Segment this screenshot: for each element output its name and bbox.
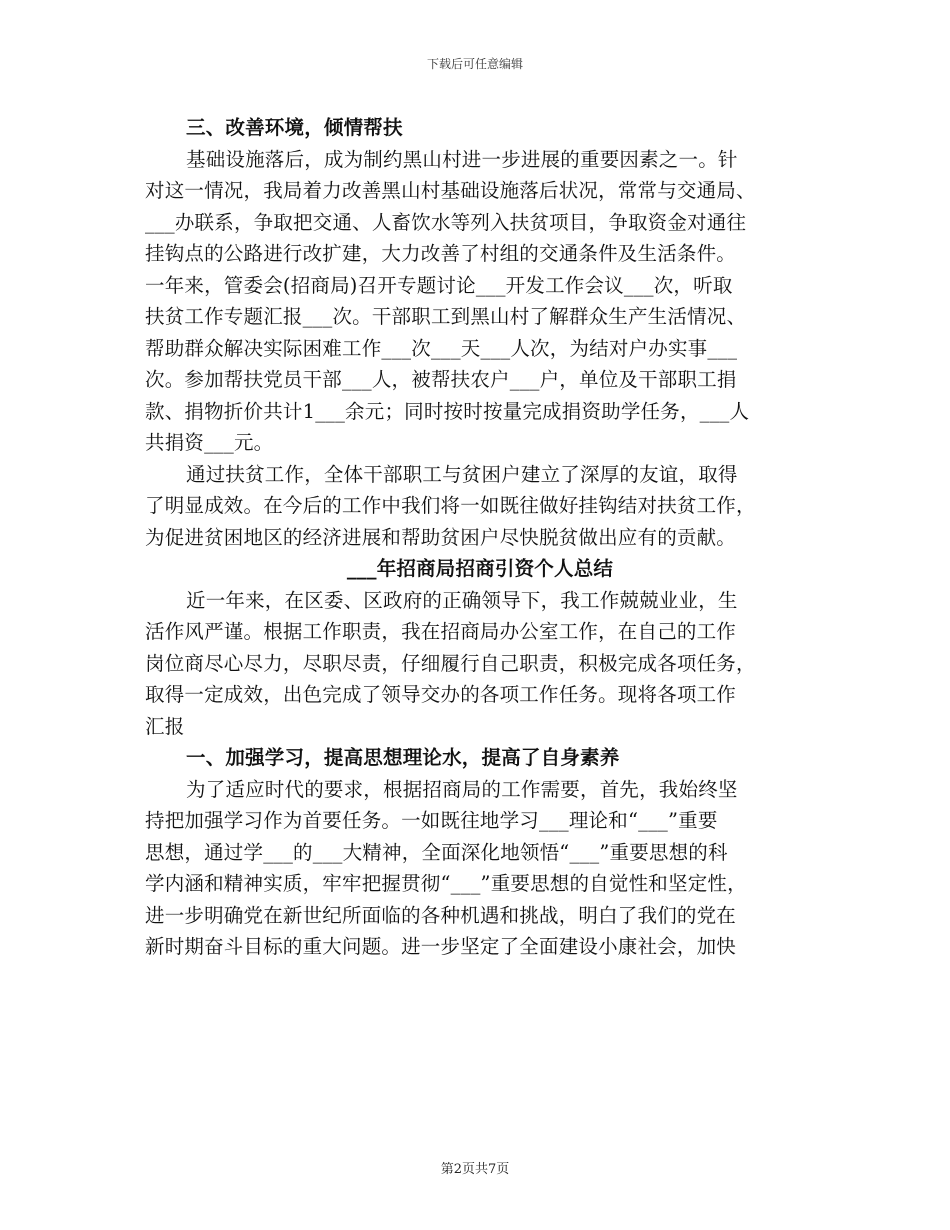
paragraph-line: 思想，通过学___的___大精神，全面深化地领悟“___”重要思想的科 [145,840,728,864]
paragraph-line: 学内涵和精神实质，牢牢把握贯彻“___”重要思想的自觉性和坚定性， [145,872,747,895]
paragraph-line: 挂钩点的公路进行改扩建，大力改善了村组的交通条件及生活条件。 [145,242,737,265]
paragraph-line: 取得一定成效，出色完成了领导交办的各项工作任务。现将各项工作 [145,683,737,706]
paragraph-line: 持把加强学习作为首要任务。一如既往地学习___理论和“___”重要 [145,809,718,832]
paragraph-line: 近一年来，在区委、区政府的正确领导下，我工作兢兢业业，生 [186,588,738,612]
paragraph-line: 新时期奋斗目标的重大问题。进一步坚定了全面建设小康社会，加快 [145,935,737,958]
paragraph-line: 基础设施落后，成为制约黑山村进一步进展的重要因素之一。针 [186,147,738,171]
paragraph-line: 共捐资___元。 [145,431,274,454]
paragraph-line: 岗位商尽心尽力，尽职尽责，仔细履行自己职责，积极完成各项任务， [145,651,756,675]
paragraph-line: ___办联系，争取把交通、人畜饮水等列入扶贫项目，争取资金对通往 [145,210,747,234]
section-heading: 一、加强学习，提高思想理论水，提高了自身素养 [186,746,620,769]
paragraph-line: 汇报 [145,714,185,738]
document-body [145,112,815,963]
paragraph-line: 活作风严谨。根据工作职责，我在招商局办公室工作，在自己的工作 [145,620,737,643]
section-heading: 三、改善环境，倾情帮扶 [186,116,403,139]
paragraph-line: 帮助群众解决实际困难工作___次___天___人次，为结对户办实事___ [145,336,738,360]
document-title: ___年招商局招商引资个人总结 [346,557,614,580]
paragraph-line: 次。参加帮扶党员干部___人，被帮扶农户___户，单位及干部职工捐 [145,368,737,391]
paragraph-line: 了明显成效。在今后的工作中我们将一如既往做好挂钩结对扶贫工作， [145,494,756,517]
paragraph-line: 对这一情况，我局着力改善黑山村基础设施落后状况，常常与交通局、 [145,179,756,202]
paragraph-line: 一年来，管委会(招商局)召开专题讨论___开发工作会议___次，听取 [145,273,733,297]
paragraph-line: 通过扶贫工作，全体干部职工与贫困户建立了深厚的友谊，取得 [186,462,738,486]
page-header: 下载后可任意编辑 [426,57,523,71]
paragraph-line: 进一步明确党在新世纪所面临的各种机遇和挑战，明白了我们的党在 [145,903,737,927]
paragraph-line: 为了适应时代的要求，根据招商局的工作需要，首先，我始终坚 [186,777,738,801]
page-footer: 第2页共7页 [440,1162,510,1177]
paragraph-line: 款、捐物折价共计1___余元；同时按时按量完成捐资助学任务，___人 [145,399,750,423]
paragraph-line: 为促进贫困地区的经济进展和帮助贫困户尽快脱贫做出应有的贡献。 [145,525,737,549]
paragraph-line: 扶贫工作专题汇报___次。干部职工到黑山村了解群众生产生活情况、 [145,305,747,328]
